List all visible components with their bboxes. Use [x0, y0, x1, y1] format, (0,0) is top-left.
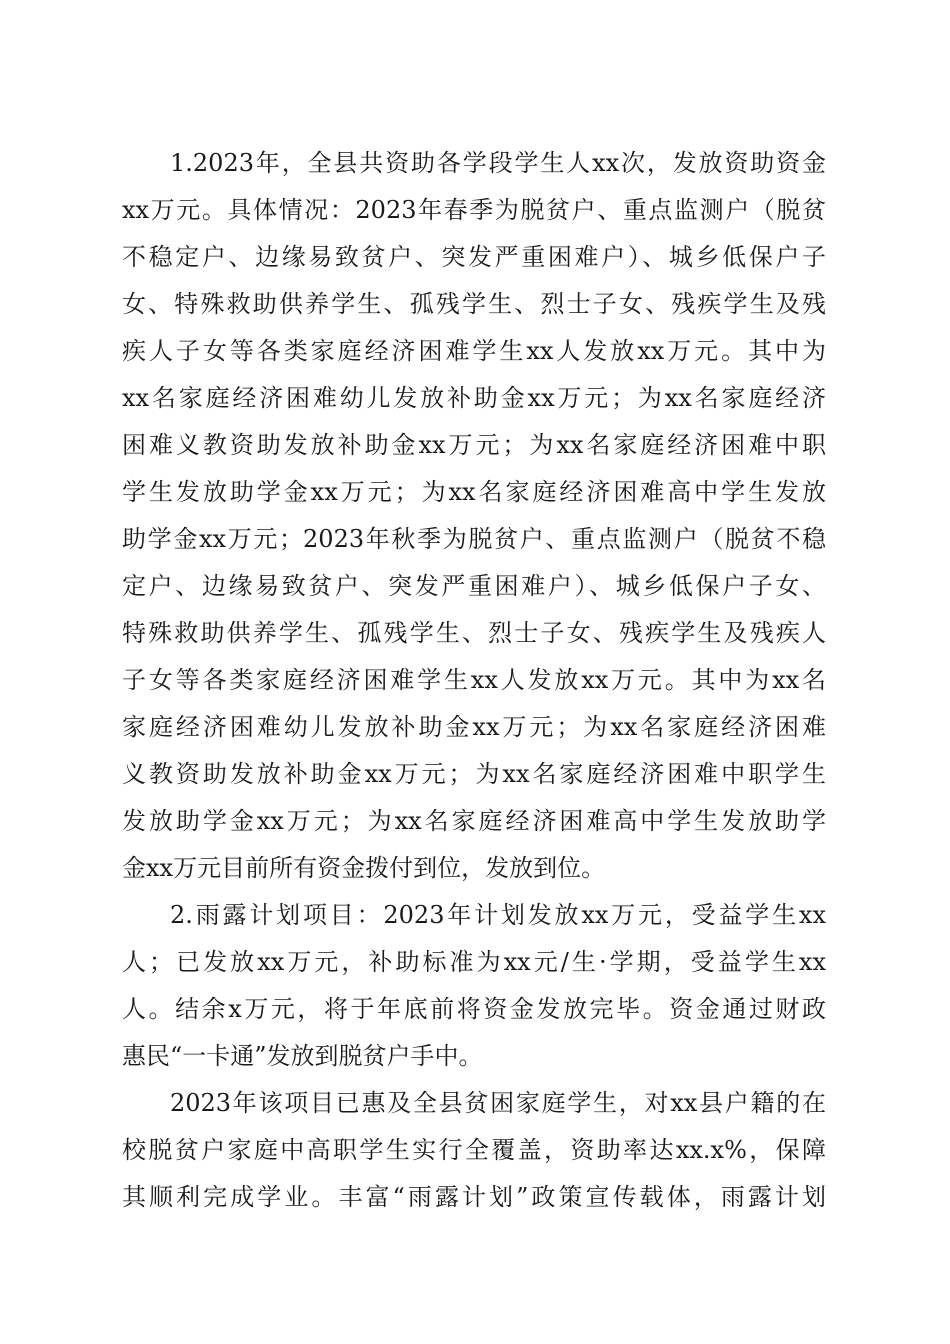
text-line: 发放助学金xx万元；为xx名家庭经济困难高中学生发放助学 — [122, 807, 826, 835]
text-line: 校脱贫户家庭中高职学生实行全覆盖，资助率达xx.x%，保障 — [122, 1136, 826, 1164]
text-line: 2.雨露计划项目：2023年计划发放xx万元，受益学生xx — [170, 901, 826, 929]
paragraph-coverage — [122, 1080, 826, 1221]
text-line: 人；已发放xx万元，补助标准为xx元/生·学期，受益学生xx — [122, 948, 826, 976]
text-line: 特殊救助供养学生、孤残学生、烈士子女、残疾学生及残疾人 — [122, 619, 826, 647]
paragraph-student-aid — [122, 140, 826, 892]
text-line: 人。结余x万元，将于年底前将资金发放完毕。资金通过财政 — [122, 995, 826, 1023]
text-line: xx万元。具体情况：2023年春季为脱贫户、重点监测户（脱贫 — [122, 196, 826, 224]
text-line: 子女等各类家庭经济困难学生xx人发放xx万元。其中为xx名 — [122, 666, 826, 694]
text-line: 女、特殊救助供养学生、孤残学生、烈士子女、残疾学生及残 — [122, 290, 826, 318]
text-line: 定户、边缘易致贫户、突发严重困难户）、城乡低保户子女、 — [122, 572, 826, 600]
text-line: 其顺利完成学业。丰富“雨露计划”政策宣传载体，雨露计划 — [122, 1183, 826, 1211]
text-line: 学生发放助学金xx万元；为xx名家庭经济困难高中学生发放 — [122, 478, 826, 506]
text-line: 惠民“一卡通”发放到脱贫户手中。 — [122, 1042, 483, 1070]
text-line: 助学金xx万元；2023年秋季为脱贫户、重点监测户（脱贫不稳 — [122, 525, 826, 553]
text-line: xx名家庭经济困难幼儿发放补助金xx万元；为xx名家庭经济 — [122, 384, 826, 412]
text-line: 金xx万元目前所有资金拨付到位，发放到位。 — [122, 854, 606, 882]
text-line: 疾人子女等各类家庭经济困难学生xx人发放xx万元。其中为 — [122, 337, 826, 365]
paragraph-yulu-plan — [122, 892, 826, 1080]
text-line: 困难义教资助发放补助金xx万元；为xx名家庭经济困难中职 — [122, 431, 826, 459]
text-line: 不稳定户、边缘易致贫户、突发严重困难户）、城乡低保户子 — [122, 243, 826, 271]
text-line: 1.2023年，全县共资助各学段学生人xx次，发放资助资金 — [170, 149, 826, 177]
text-line: 2023年该项目已惠及全县贫困家庭学生，对xx县户籍的在 — [170, 1089, 826, 1117]
text-line: 义教资助发放补助金xx万元；为xx名家庭经济困难中职学生 — [122, 760, 826, 788]
document-page — [122, 140, 826, 1221]
text-line: 家庭经济困难幼儿发放补助金xx万元；为xx名家庭经济困难 — [122, 713, 826, 741]
